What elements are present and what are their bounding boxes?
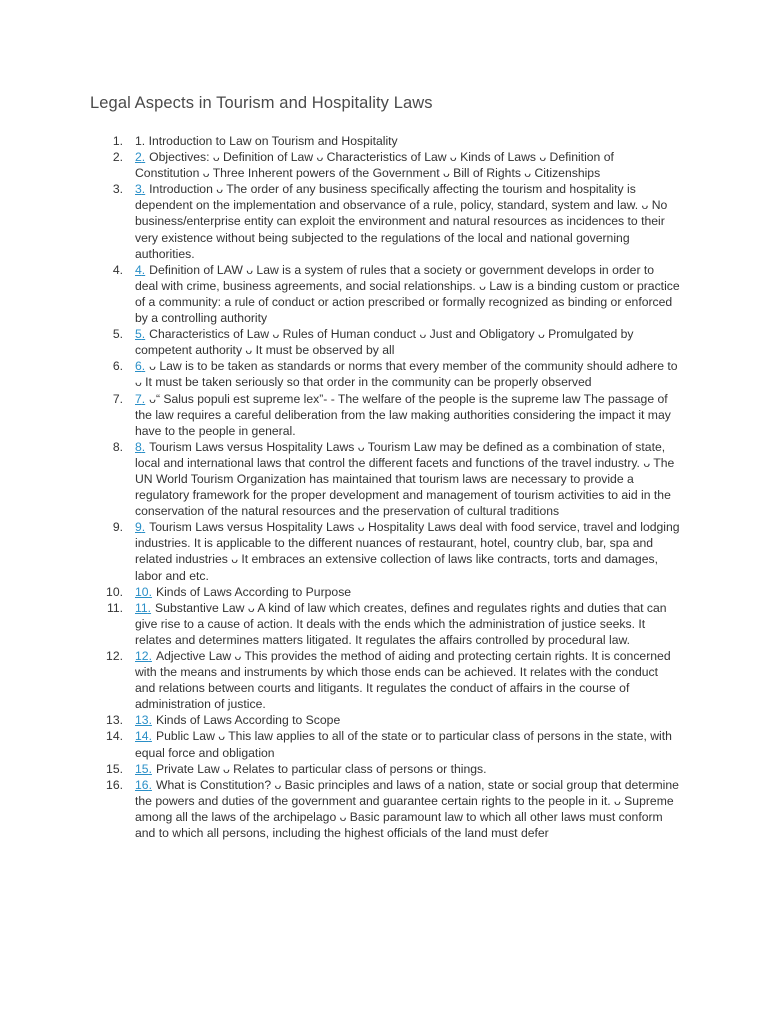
document-page: [90, 93, 680, 841]
item-number: 11 .: [90, 600, 123, 616]
item-text: ᴗ Law is to be taken as standards or norms that every member of the community should adhere to ᴗ It must be taken seriously so that order in the community can be properly observed: [135, 359, 678, 390]
item-number: 4 .: [90, 262, 123, 278]
item-text: Characteristics of Law ᴗ Rules of Human conduct ᴗ Just and Obligatory ᴗ Promulgated by competent authority ᴗ It must be observed by all: [135, 327, 634, 358]
item-text: Tourism Laws versus Hospitality Laws ᴗ Hospitality Laws deal with food service, travel and lodging industries. It is applicable to the different nuances of restaurant, hotel, country club, bar, spa and related industries ᴗ It embraces an extensive collection of laws like contracts, torts and damages, labor and etc.: [135, 520, 680, 583]
item-number: 7 .: [90, 391, 123, 407]
item-number: 3 .: [90, 181, 123, 197]
slide-link[interactable]: 13 .: [135, 713, 152, 727]
list-item: [90, 391, 680, 439]
item-prefix: 1.: [135, 134, 146, 148]
slide-link[interactable]: 7 .: [135, 392, 145, 406]
slide-link[interactable]: 12 .: [135, 649, 152, 663]
item-number: 1 .: [90, 133, 123, 149]
slide-list: [90, 133, 680, 841]
item-text: Kinds of Laws According to Purpose: [155, 584, 352, 599]
list-item: [90, 519, 680, 583]
item-number: 6 .: [90, 358, 123, 374]
item-number: 12 .: [90, 648, 123, 664]
item-text: Introduction to Law on Tourism and Hospitality: [148, 134, 398, 148]
list-item: [90, 777, 680, 841]
item-text: Introduction ᴗ The order of any business specifically affecting the tourism and hospitality is dependent on the implementation and observance of a rule, policy, standard, system and law. ᴗ No business/enterprise entity can exploit the environment and natural resources as incidences to their very existence without being subjected to the regulations of the local and national governing authorities.: [135, 182, 668, 261]
item-text: Objectives: ᴗ Definition of Law ᴗ Characteristics of Law ᴗ Kinds of Laws ᴗ Definition of Constitution ᴗ Three Inherent powers of the Government ᴗ Bill of Rights ᴗ Citizenships: [135, 150, 614, 181]
item-number: 15 .: [90, 761, 123, 777]
list-item: [90, 133, 680, 149]
item-number: 10 .: [90, 584, 123, 600]
list-item: [90, 712, 680, 728]
item-number: 13 .: [90, 712, 123, 728]
list-item: [90, 358, 680, 390]
slide-link[interactable]: 11 .: [135, 601, 151, 615]
list-item: [90, 262, 680, 326]
list-item: [90, 728, 680, 760]
slide-link[interactable]: 3 .: [135, 182, 145, 196]
slide-link[interactable]: 2 .: [135, 150, 145, 164]
item-text: ᴗ“ Salus populi est supreme lex”- - The welfare of the people is the supreme law The passage of the law requires a careful deliberation from the law making authorities considering the impact it may have to the people in general.: [135, 391, 671, 438]
slide-link[interactable]: 5 .: [135, 327, 145, 341]
item-number: 5 .: [90, 326, 123, 342]
list-item: [90, 761, 680, 777]
item-number: 2 .: [90, 149, 123, 165]
slide-link[interactable]: 10 .: [135, 585, 152, 599]
item-number: 14 .: [90, 728, 123, 744]
slide-link[interactable]: 9 .: [135, 520, 145, 534]
slide-link[interactable]: 15 .: [135, 762, 152, 776]
item-text: Private Law ᴗ Relates to particular class of persons or things.: [155, 761, 487, 776]
slide-link[interactable]: 16 .: [135, 778, 152, 792]
slide-link[interactable]: 14 .: [135, 729, 152, 743]
item-number: 8 .: [90, 439, 123, 455]
item-number: 16 .: [90, 777, 123, 793]
slide-link[interactable]: 4 .: [135, 263, 145, 277]
item-number: 9 .: [90, 519, 123, 535]
list-item: [90, 326, 680, 358]
list-item: [90, 600, 680, 648]
list-item: [90, 648, 680, 712]
item-text: What is Constitution? ᴗ Basic principles and laws of a nation, state or social group that determine the powers and duties of the government and guarantee certain rights to the people in it. ᴗ Supreme among all the laws of the archipelago ᴗ Basic paramount law to which all other laws must conform and to which all persons, including the highest officials of the land must defer: [135, 777, 679, 841]
list-item: [90, 149, 680, 181]
item-text: Substantive Law ᴗ A kind of law which creates, defines and regulates rights and duties that can give rise to a cause of action. It deals with the ends which the administration of justice seeks. It relates and determines matters litigated. It regulates the affairs controlled by procedural law.: [135, 600, 667, 647]
item-text: Definition of LAW ᴗ Law is a system of rules that a society or government develops in order to deal with crime, business agreements, and social relationships. ᴗ Law is a binding custom or practice of a community: a rule of conduct or action prescribed or formally recognized as binding or enforced by a controlling authority: [135, 262, 680, 326]
slide-link[interactable]: 8 .: [135, 440, 145, 454]
list-item: [90, 181, 680, 261]
item-text: Kinds of Laws According to Scope: [155, 713, 341, 728]
item-text: Adjective Law ᴗ This provides the method of aiding and protecting certain rights. It is concerned with the means and instruments by which those ends can be achieved. It relates with the conduct and relations between courts and litigants. It regulates the conduct of affairs in the course of administration of justice.: [135, 649, 671, 712]
document-title: Legal Aspects in Tourism and Hospitality Laws: [90, 94, 433, 112]
item-text: Public Law ᴗ This law applies to all of the state or to particular class of persons in the state, with equal force and obligation: [135, 729, 672, 760]
list-item: [90, 584, 680, 600]
item-text: Tourism Laws versus Hospitality Laws ᴗ Tourism Law may be defined as a combination of state, local and international laws that control the different facets and functions of the travel industry. ᴗ The UN World Tourism Organization has maintained that tourism laws are necessary to provide a regulatory framework for the proper development and management of tourism activities to aid in the conservation of the natural resources and the preservation of cultural traditions: [135, 439, 675, 519]
list-item: [90, 439, 680, 519]
slide-link[interactable]: 6 .: [135, 359, 145, 373]
